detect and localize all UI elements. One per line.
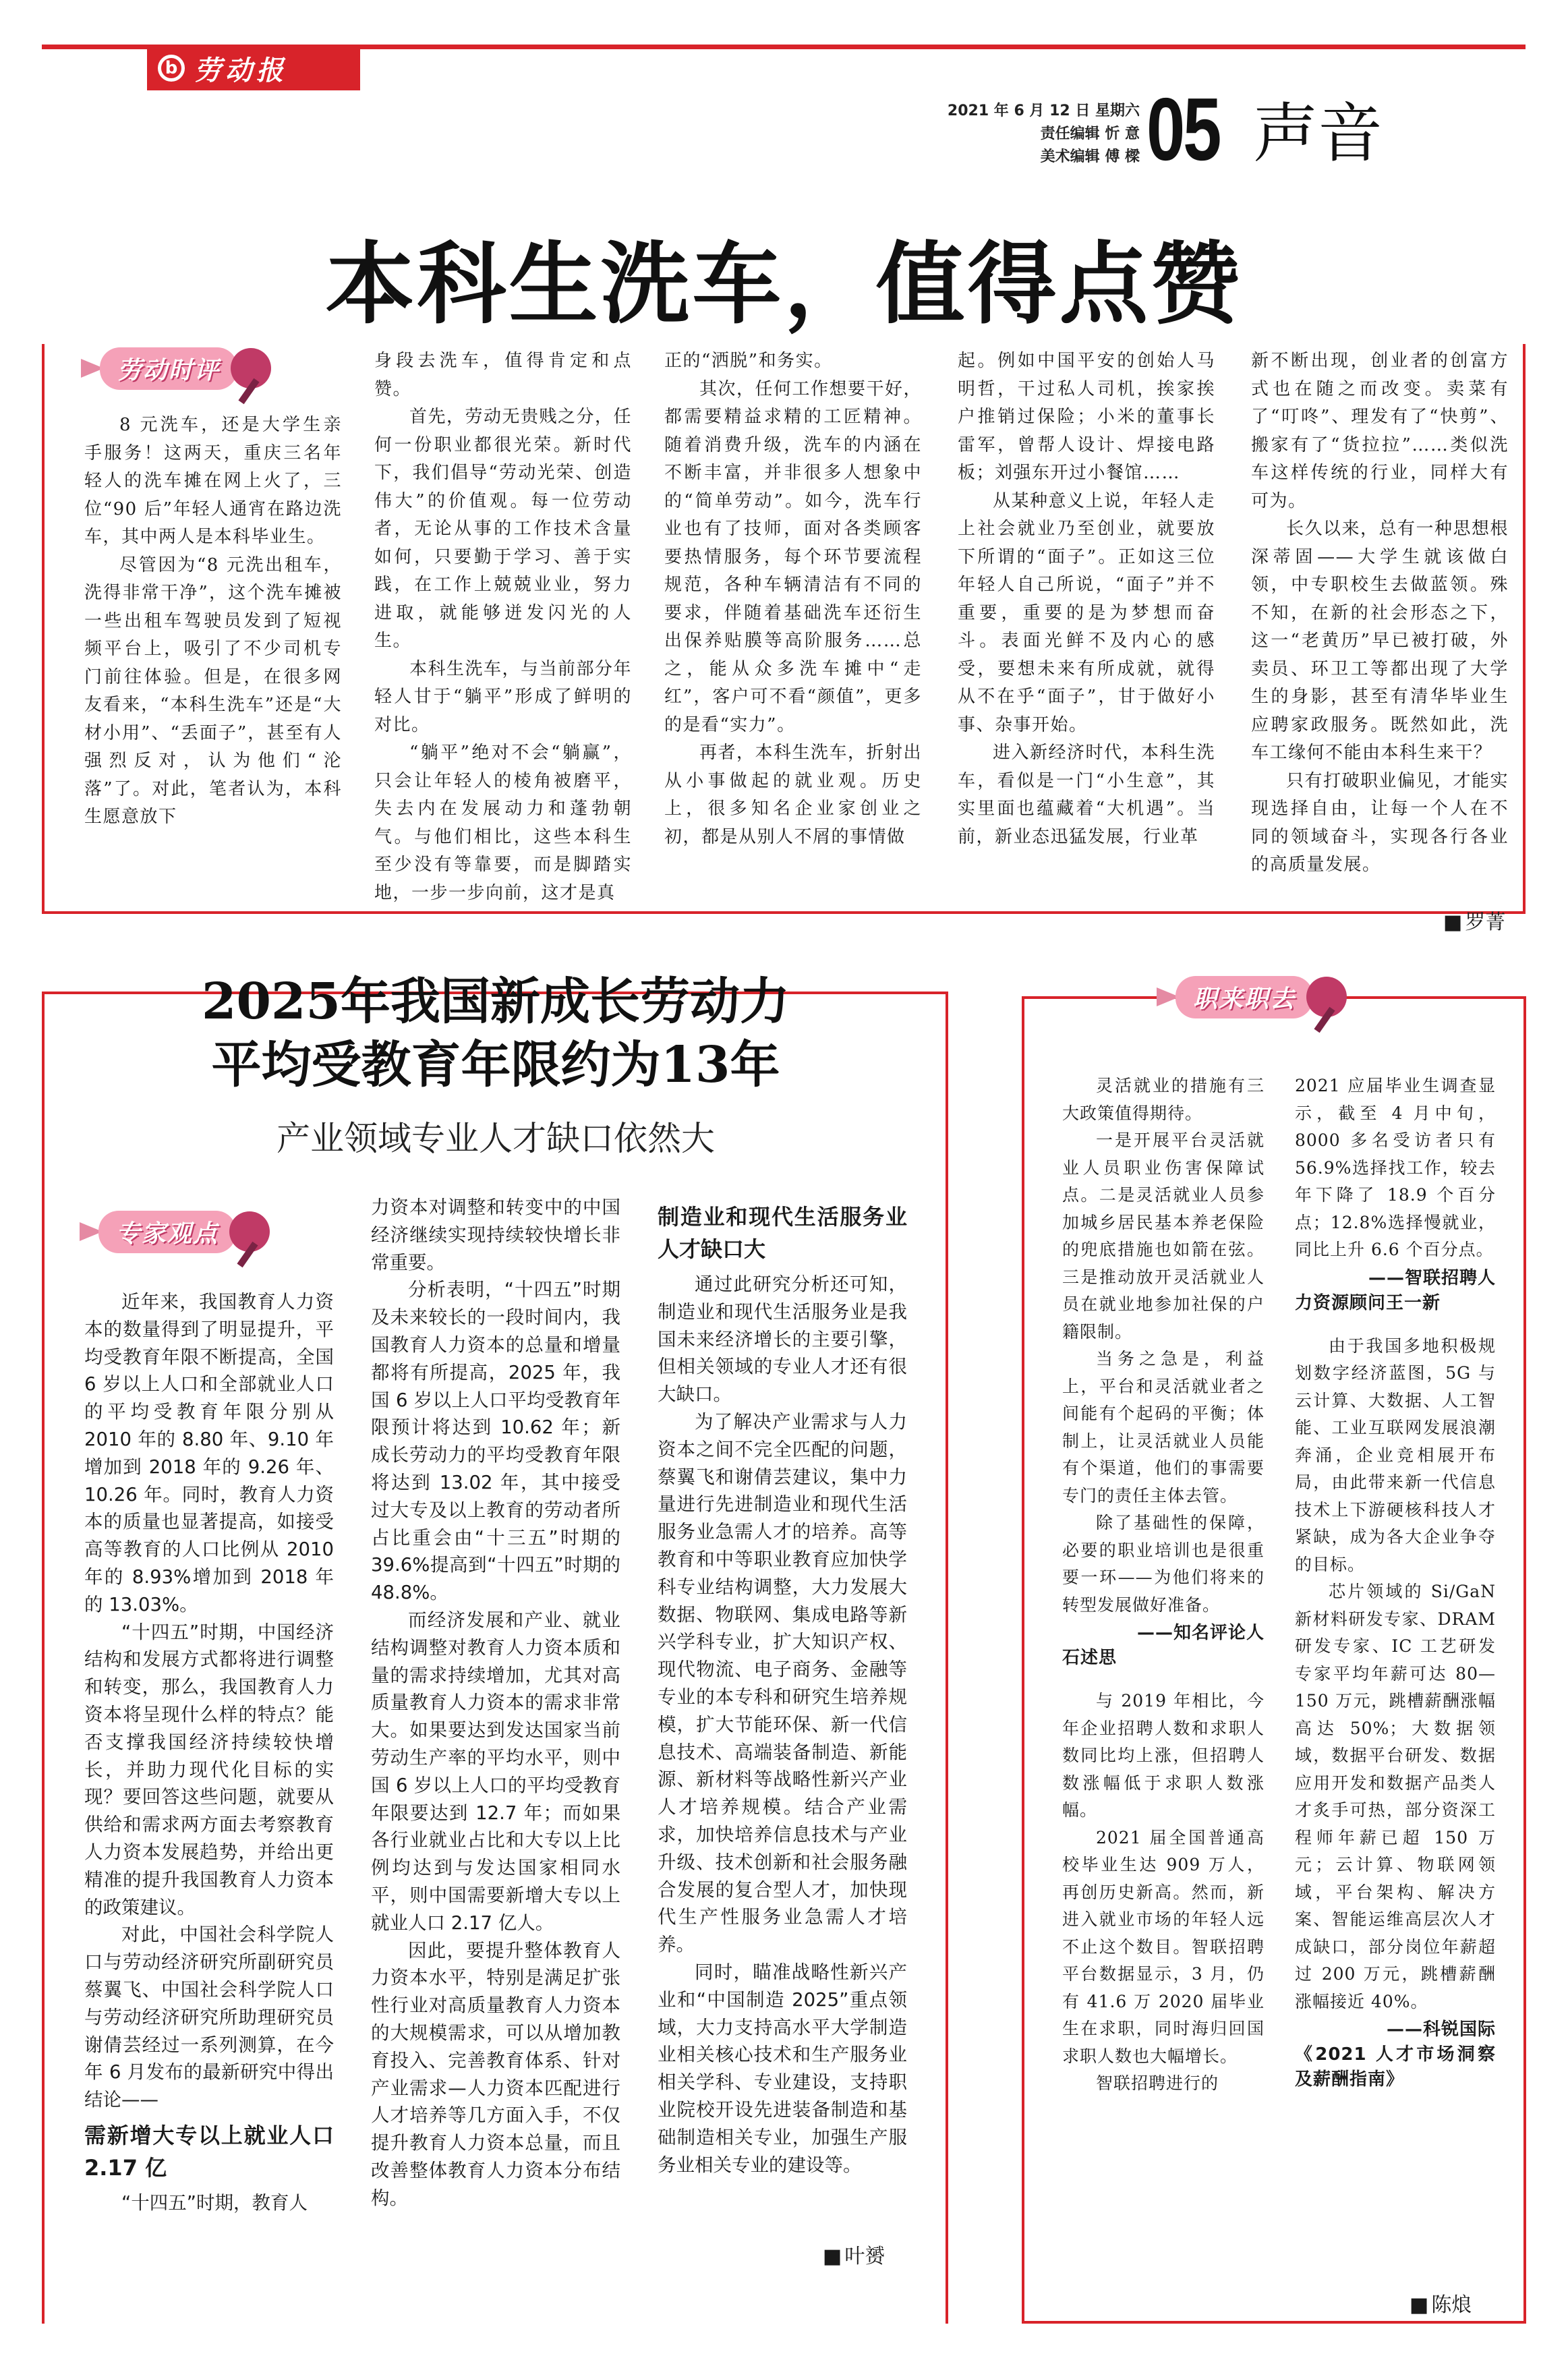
article-title-line-2: 平均受教育年限约为13年 xyxy=(211,1036,780,1094)
article-column-3 xyxy=(658,1201,907,2179)
article-column-2 xyxy=(371,1194,620,2212)
opinion-tag xyxy=(81,344,271,393)
article-title-line-1: 2025年我国新成长劳动力 xyxy=(202,973,790,1031)
paragraph: 分析表明，“十四五”时期及未来较长的一段时间内，我国教育人力资本的总量和增量都将有所提高，2025 年，我国 6 岁以上人口平均受教育年限预计将达到 10.62 年；新成长劳动力的平均受教育年限将达到 13.02 年，其中接受过大专及以上教育的劳动者所占比重会由“十三五”时期的 39.6%提高到“十四五”时期的 48.8%。 xyxy=(371,1279,620,1604)
art-editor-credit: 美术编辑 傅 樑 xyxy=(1040,148,1140,165)
paragraph: 正的“洒脱”和务实。 xyxy=(664,351,833,371)
paragraph: “十四五”时期，中国经济结构和发展方式都将进行调整和转变，那么，我国教育人力资本将呈现什么样的特点？能否支撑我国经济持续较快增长，并助力现代化目标的实现？要回答这些问题，就要从供给和需求两方面去考察教育人力资本发展趋势，并给出更精准的提升我国教育人力资本的政策建议。 xyxy=(84,1621,334,1918)
paragraph: 因此，要提升整体教育人力资本水平，特别是满足扩张性行业对高质量教育人力资本的大规模需求，可以从增加教育投入、完善教育体系、针对产业需求—人力资本匹配进行人才培养等几方面入手，不仅提升教育人力资本总量，而且改善整体教育人力资本分布结构。 xyxy=(371,1939,620,2209)
paragraph: 再者，本科生洗车，折射出从小事做起的就业观。历史上，很多知名企业家创业之初，都是从别人不屑的事情做 xyxy=(664,743,923,847)
paragraph: 其次，任何工作想要干好，都需要精益求精的工匠精神。随着消费升级，洗车的内涵在不断丰富，并非很多人想象中的“简单劳动”。如今，洗车行业也有了技师，面对各类顾客要热情服务，每个环节要流程规范，各种车辆清洁有不同的要求，伴随着基础洗车还衍生出保养贴膜等高阶服务……总之，能从众多洗车摊中“走红”，客户可不看“颜值”，更多的是看“实力”。 xyxy=(664,378,923,735)
logo-text: 劳动报 xyxy=(194,54,287,86)
page-meta xyxy=(944,100,1140,169)
article-tag xyxy=(80,1207,270,1256)
paragraph: 从某种意义上说，年轻人走上社会就业乃至创业，就要放下所谓的“面子”。正如这三位年轻人自己所说，“面子”并不重要，重要的是为梦想而奋斗。表面光鲜不及内心的感受，要想未来有所成就，就得从不在乎“面子”，甘于做好小事、杂事开始。 xyxy=(958,490,1216,735)
quote-attribution-name: 力资源顾问王一新 xyxy=(1295,1292,1441,1313)
opinion-column-1 xyxy=(84,411,342,832)
paragraph: 起。例如中国平安的创始人马明哲，干过私人司机，挨家挨户推销过保险；小米的董事长雷军，曾帮人设计、焊接电路板；刘强东开过小餐馆…… xyxy=(958,351,1215,483)
opinion-column-3 xyxy=(664,347,922,851)
article-subtitle: 产业领域专业人才缺口依然大 xyxy=(277,1119,715,1158)
sidebar-column-1 xyxy=(1062,1072,1265,2098)
article-column-1 xyxy=(84,1288,334,2217)
paragraph: 新不断出现，创业者的创富方式也在随之而改变。卖菜有了“叮咚”、理发有了“快剪”、搬家有了“货拉拉”……类似洗车这样传统的行业，同样大有可为。 xyxy=(1251,351,1509,511)
paragraph: 身段去洗车，值得肯定和点赞。 xyxy=(374,351,632,399)
article-paragraph: “十四五”时期，教育人 xyxy=(121,2191,308,2214)
issue-date: 2021 年 6 月 12 日 星期六 xyxy=(947,103,1140,119)
article-subhead-1: 需新增大专以上就业人口 2.17 亿 xyxy=(84,2122,334,2181)
paragraph: 一是开展平台灵活就业人员职业伤害保障试点。二是灵活就业人员参加城乡居民基本养老保险的兜底措施也如箭在弦。三是推动放开灵活就业人员在就业地参加社保的户籍限制。 xyxy=(1062,1130,1265,1342)
paragraph: 而经济发展和产业、就业结构调整对教育人力资本质和量的需求持续增加，尤其对高质量教育人力资本的需求非常大。如果要达到发达国家当前劳动生产率的平均水平，则中国 6 岁以上人口的平均受教育年限要达到 12.7 年；而如果各行业就业占比和大专以上比例均达到与发达国家相同水平，则中国需要新增大专以上就业人口 2.17 亿人。 xyxy=(371,1609,620,1934)
article-subhead-2: 制造业和现代生活服务业人才缺口大 xyxy=(658,1204,907,1262)
section-name: 声音 xyxy=(1253,96,1383,171)
paragraph: 对此，中国社会科学院人口与劳动经济研究所副研究员蔡翼飞、中国社会科学院人口与劳动经济研究所助理研究员谢倩芸经过一系列测算，在今年 6 月发布的最新研究中得出结论—— xyxy=(84,1924,334,2111)
paragraph: 2021 届全国普通高校毕业生达 909 万人，再创历史新高。然而，新进入就业市场的年轻人远不止这个数目。智联招聘平台数据显示，3 月，仍有 41.6 万 2020 届毕业生在求职，同时海归回国求职人数也大幅增长。 xyxy=(1062,1827,1265,2066)
paragraph: 与 2019 年相比，今年企业招聘人数和求职人数同比均上涨，但招聘人数涨幅低于求职人数涨幅。 xyxy=(1062,1691,1265,1820)
paragraph: 近年来，我国教育人力资本的数量得到了明显提升，平均受教育年限不断提高，全国 6 岁以上人口和全部就业人口的平均受教育年限分别从 2010 年的 8.80 年、9.10 年增加到 2018 年的 9.26 年、10.26 年。同时，教育人力资本的质量也显著提高，如接受高等教育的人口比例从 2010 年的 8.93%增加到 2018 年的 13.03%。 xyxy=(84,1291,334,1615)
paragraph: 2021 应届毕业生调查显示，截至 4 月中旬，8000 多名受访者只有 56.9%选择找工作，较去年下降了 18.9 个百分点；12.8%选择慢就业，同比上升 6.6 个百分点。 xyxy=(1295,1076,1496,1259)
newspaper-logo xyxy=(147,46,360,90)
paragraph: 由于我国多地积极规划数字经济蓝图，5G 与云计算、大数据、人工智能、工业互联网发展浪潮奔涌，企业竞相展开布局，由此带来新一代信息技术上下游硬核科技人才紧缺，成为各大企业争夺的目标。 xyxy=(1295,1335,1496,1574)
paragraph: 力资本对调整和转变中的中国经济继续实现持续较快增长非常重要。 xyxy=(371,1197,620,1273)
quote-attribution-name: 《2021 人才市场洞察及薪酬指南》 xyxy=(1295,2044,1496,2090)
sidebar-tag xyxy=(1157,973,1347,1021)
microphone-icon xyxy=(231,348,271,389)
quote-attribution: ——知名评论人 xyxy=(1136,1623,1265,1643)
quote-attribution: ——智联招聘人 xyxy=(1368,1267,1496,1288)
microphone-icon xyxy=(229,1211,270,1252)
paragraph: 8 元洗车，还是大学生亲手服务！这两天，重庆三名年轻人的洗车摊在网上火了，三位“90 后”年轻人通宵在路边洗车，其中两人是本科毕业生。 xyxy=(84,415,342,547)
opinion-column-5 xyxy=(1251,347,1509,880)
quote-attribution: ——科锐国际 xyxy=(1386,2019,1496,2040)
microphone-icon xyxy=(1306,977,1347,1017)
paragraph: 当务之急是，利益上，平台和灵活就业者之间能有个起码的平衡；体制上，让灵活就业人员能有个渠道，他们的事需要专门的责任主体去管。 xyxy=(1062,1349,1265,1505)
paragraph: 通过此研究分析还可知，制造业和现代生活服务业是我国未来经济增长的主要引擎，但相关领域的专业人才还有很大缺口。 xyxy=(658,1273,907,1406)
sidebar-tag-label: 职来职去 xyxy=(1175,976,1313,1018)
sidebar-column-2 xyxy=(1295,1072,1496,2090)
opinion-byline: ■ 罗菁 xyxy=(1443,905,1505,935)
paragraph: 只有打破职业偏见，才能实现选择自由，让每一个人在不同的领域奋斗，实现各行各业的高质量发展。 xyxy=(1251,770,1509,875)
article-byline: ■ 叶赟 xyxy=(823,2239,885,2269)
paragraph: 长久以来，总有一种思想根深蒂固——大学生就该做白领，中专职校生去做蓝领。殊不知，在新的社会形态之下，这一“老黄历”早已被打破，外卖员、环卫工等都出现了大学生的身影，甚至有清华毕业生应聘家政服务。既然如此，洗车工缘何不能由本科生来干？ xyxy=(1251,519,1509,763)
logo-mark-icon: b xyxy=(158,55,185,82)
paragraph: 芯片领域的 Si/GaN 新材料研发专家、DRAM 研发专家、IC 工艺研发专家平均年薪可达 80—150 万元，跳槽薪酬涨幅高达 50%；大数据领域，数据平台研发、数据应用开发和数据产品类人才炙手可热，部分资深工程师年薪已超 150 万元；云计算、物联网领域，平台架构、解决方案、智能运维高层次人才成缺口，部分岗位年薪超过 200 万元，跳槽薪酬涨幅接近 40%。 xyxy=(1295,1582,1496,2011)
paragraph: 除了基础性的保障，必要的职业培训也是很重要一环——为他们将来的转型发展做好准备。 xyxy=(1062,1513,1265,1615)
page-number: 05 xyxy=(1146,80,1220,179)
paragraph: 首先，劳动无贵贱之分，任何一份职业都很光荣。新时代下，我们倡导“劳动光荣、创造伟大”的价值观。每一位劳动者，无论从事的工作技术含量如何，只要勤于学习、善于实践，在工作上兢兢业业，努力进取，就能够迸发闪光的人生。 xyxy=(374,407,633,651)
paragraph: 本科生洗车，与当前部分年轻人甘于“躺平”形成了鲜明的对比。 xyxy=(374,658,633,735)
paragraph: “躺平”绝对不会“躺赢”，只会让年轻人的棱角被磨平，失去内在发展动力和蓬勃朝气。与他们相比，这些本科生至少没有等靠要，而是脚踏实地，一步一步向前，这才是真 xyxy=(374,743,632,903)
paragraph: 进入新经济时代，本科生洗车，看似是一门“小生意”，其实里面也蕴藏着“大机遇”。当前，新业态迅猛发展，行业革 xyxy=(958,743,1216,847)
paragraph: 灵活就业的措施有三大政策值得期待。 xyxy=(1062,1076,1265,1123)
editor-credit: 责任编辑 忻 意 xyxy=(1040,125,1140,142)
opinion-column-2 xyxy=(374,347,632,907)
paragraph: 尽管因为“8 元洗出租车，洗得非常干净”，这个洗车摊被一些出租车驾驶员发到了短视频平台上，吸引了不少司机专门前往体验。但是，在很多网友看来，“本科生洗车”还是“大材小用”、“丢面子”，甚至有人强烈反对，认为他们“沦落”了。对此，笔者认为，本科生愿意放下 xyxy=(84,554,342,827)
article-tag-label: 专家观点 xyxy=(98,1211,236,1253)
sidebar-byline: ■ 陈烺 xyxy=(1410,2288,1472,2318)
opinion-headline: 本科生洗车，值得点赞 xyxy=(325,232,1243,337)
opinion-tag-label: 劳动时评 xyxy=(100,347,237,390)
opinion-column-4 xyxy=(958,347,1215,851)
paragraph: 为了解决产业需求与人力资本之间不完全匹配的问题，蔡翼飞和谢倩芸建议，集中力量进行先进制造业和现代生活服务业急需人才的培养。高等教育和中等职业教育应加快学科专业结构调整，大力发展大数据、物联网、集成电路等新兴学科专业，扩大知识产权、现代物流、电子商务、金融等专业的本专科和研究生培养规模，扩大节能环保、新一代信息技术、高端装备制造、新能源、新材料等战略性新兴产业人才培养规模。结合产业需求，加快培养信息技术与产业升级、技术创新和社会服务融合发展的复合型人才，加快现代生产性服务业急需人才培养。 xyxy=(658,1410,907,1956)
paragraph: 同时，瞄准战略性新兴产业和“中国制造 2025”重点领域，大力支持高水平大学制造业相关核心技术和生产服务业相关学科、专业建设，支持职业院校开设先进装备制造和基础制造相关专业，加强生产服务业相关专业的建设等。 xyxy=(658,1961,907,2176)
paragraph: 智联招聘进行的 xyxy=(1096,2073,1219,2093)
quote-attribution-name: 石述思 xyxy=(1062,1648,1117,1668)
